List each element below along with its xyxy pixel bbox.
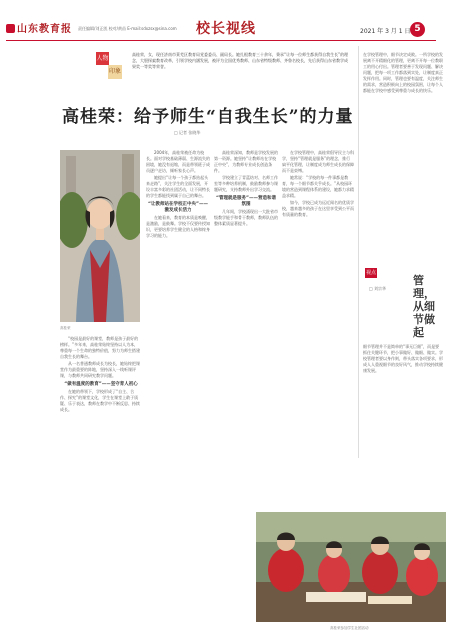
- article-column-1: [60, 336, 142, 626]
- paragraph: 如今，学校已成为远近闻名的优质学校，越来越多的孩子在这里享受到公平而有质量的教育。: [282, 200, 354, 217]
- sidebar-bottom-text: 细节管理并不是简单的“事无巨细”，而是要抓住关键环节，把小事做好、做细、做实。学校管理者要以身作则，带头落实各项要求，形成人人重视细节的良好风气，推动学校持续健康发展。: [363, 344, 443, 373]
- page-number-badge: 5: [410, 22, 425, 37]
- article-column-2: [146, 150, 210, 626]
- masthead: [0, 0, 450, 46]
- students-photo-caption: 高桂荣参加学生社团活动: [330, 626, 369, 630]
- paragraph: 学校建立了青蓝结对、名师工作室等多种培养机制，鼓励教师参与课题研究，支持教师外出学习交流。: [214, 175, 278, 192]
- article-lead: 高桂荣，女，现任济南市莱芜区教育局党委委员、副局长。她扎根教育三十余年，秉承“让每一位师生都获得自我生长”的理念，大胆探索教育改革，引领学校内涵发展，被评为全国优秀教师、山东省特级教师、齐鲁名校长，先后获得山东省教学成果奖一等奖等荣誉。: [132, 52, 349, 69]
- sidebar-column: [358, 46, 444, 458]
- portrait-illustration: [60, 150, 140, 322]
- sidebar-badge: 视点: [365, 270, 376, 276]
- sidebar-byline: □ 刘宗华: [369, 286, 387, 291]
- subhead: “做有温度的教育”——坚守育人初心: [64, 382, 138, 387]
- portrait-caption: 高桂荣: [60, 326, 71, 330]
- newspaper-brand: [6, 20, 72, 35]
- students-photo: [256, 512, 446, 622]
- article-byline: □ 记者 张晓华: [174, 130, 201, 135]
- badge-impression: 印象: [108, 65, 122, 79]
- portrait-photo: [60, 150, 140, 322]
- paragraph: 几年间，学校涌现出一大批省市级教学能手和骨干教师，教师队伍的整体素质显著提升。: [214, 209, 278, 226]
- badge-person: 人物: [96, 52, 109, 65]
- brand-name: 山东教育报: [17, 24, 72, 35]
- paragraph: 2004年，高桂荣被任命为校长。面对学校基础薄弱、生源流失的困境，她没有退缩，而是带领班子成员逐户走访，倾听家长心声。: [146, 150, 210, 173]
- paragraph: “校园是最好的课堂，教师是孩子最好的榜样。”多年来，高桂荣始终坚持以人为本，尊重每一个生命的独特价值，努力为师生搭建自我生长的舞台。: [60, 336, 140, 359]
- paragraph: 在学校管理中，高桂荣倡导民主与科学，坚持“管理就是服务”的理念，推行扁平化管理，让制度成为师生成长的保障而不是束缚。: [282, 150, 354, 173]
- sidebar-title: 管理，从细节做起: [413, 274, 435, 339]
- paragraph: 在她看来，教育的本质是唤醒，是激励，是鼓舞。学校不仅要传授知识，更要培养学生健全的人格和终身学习的能力。: [146, 215, 210, 238]
- section-title: 校长视线: [196, 21, 256, 37]
- subhead: “让教师站在学校正中央”——激发成长活力: [148, 202, 208, 213]
- article-headline: 高桂荣：给予师生“自我生长”的力量: [62, 107, 354, 127]
- students-illustration: [256, 512, 446, 622]
- profile-badge: [96, 52, 124, 78]
- paragraph: 在她的带领下，学校形成了“自主、合作、探究”的课堂文化，学生在课堂上敢于质疑、乐于表达，教师在教学中不断反思、持续成长。: [60, 389, 140, 412]
- paragraph: 从一名普通教师成长为校长，她始终把课堂作为最重要的阵地，坚持深入一线听课评课，与教师共同研究教学问题。: [60, 361, 140, 378]
- paragraph: 她提出“让每一个孩子都抬起头来走路”，关注学生的全面发展，开设丰富多彩的社团活动，让不同特长的学生都能找到属于自己的舞台。: [146, 175, 210, 198]
- paragraph: 她常说：“学校的每一件事都是教育，每一个细节都关乎成长。”从校园环境的营造到课程体系的建设，她都力求精益求精。: [282, 175, 354, 198]
- paragraph: 高桂荣深知，教师是学校发展的第一资源。她坚持“让教师站在学校正中央”，为教师专业成长创造条件。: [214, 150, 278, 173]
- brand-logo-icon: [6, 24, 15, 33]
- editor-meta: 责任编辑/刘正凯 校对/黄苗 E-mail:sdxzsx@sina.com: [78, 26, 177, 31]
- article-column-4: [282, 150, 354, 506]
- issue-date: 2021 年 3 月 1 日: [360, 28, 411, 35]
- subhead: “管理就是服务”——营造和谐氛围: [216, 196, 276, 207]
- masthead-rule: [6, 40, 436, 41]
- sidebar-top-text: 在学校管理中，细节决定成败。一所学校的发展离不开精细化的管理，更离不开每一位教职工的用心付出。管理者要善于发现问题、解决问题，把每一项工作都落到实处，让制度真正发挥作用。同时，管理也要有温度，关注师生的需求，营造积极向上的校园氛围，让每个人都能在学校中感受到尊重与成长的快乐。: [363, 52, 443, 93]
